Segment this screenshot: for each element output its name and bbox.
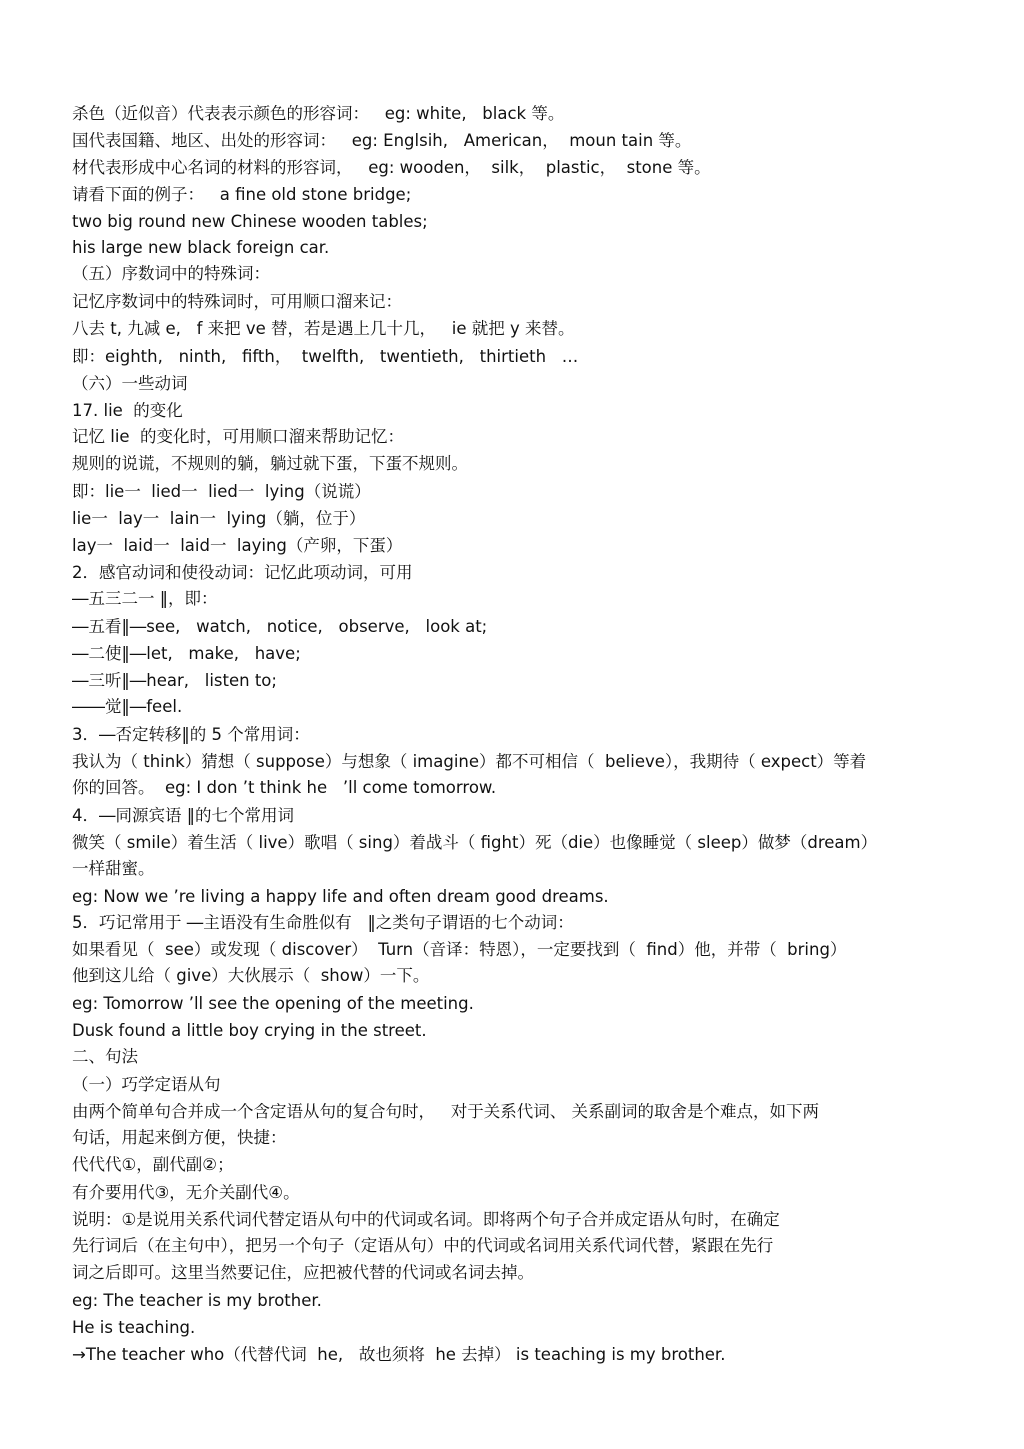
- text-line: 5．巧记常用于 ―主语没有生命胜似有 ‖之类句子谓语的七个动词：: [72, 913, 574, 932]
- text-line: 记忆 lie 的变化时，可用顺口溜来帮助记忆：: [72, 427, 405, 446]
- text-line: 即：eighth, ninth, fifth， twelfth, twentieth, thirtieth …: [72, 347, 579, 366]
- section-heading: 二、句法: [72, 1047, 138, 1066]
- text-line: 4．―同源宾语 ‖的七个常用词: [72, 806, 294, 825]
- text-line: 微笑（ smile）着生活（ live）歌唱（ sing）着战斗（ fight）死（die）也像睡觉（ sleep）做梦（dream）: [72, 833, 878, 852]
- text-line: （五）序数词中的特殊词：: [72, 264, 270, 283]
- text-line: （六）一些动词: [72, 374, 188, 393]
- text-line: →The teacher who（代替代词 he, 故也须将 he 去掉） is teaching is my brother.: [72, 1345, 726, 1364]
- text-line: 由两个简单句合并成一个含定语从句的复合句时， 对于关系代词、 关系副词的取舍是个难点，如下两: [72, 1102, 819, 1121]
- text-line: eg: Tomorrow ’ll see the opening of the meeting.: [72, 994, 474, 1013]
- text-line: ―五三二一 ‖，即：: [72, 589, 218, 608]
- text-line: ―二使‖―let, make, have;: [72, 644, 301, 663]
- text-line: ―五看‖―see, watch, notice, observe, look at;: [72, 617, 488, 636]
- text-line: eg: Now we ’re living a happy life and often dream good dreams.: [72, 887, 609, 906]
- text-line: 3．―否定转移‖的 5 个常用词：: [72, 725, 310, 744]
- text-line: 请看下面的例子： a fine old stone bridge;: [72, 185, 412, 204]
- text-line: 代代代①，副代副②；: [72, 1155, 234, 1174]
- text-line: 八去 t, 九减 e, f 来把 ve 替，若是遇上几十几， ie 就把 y 来替。: [72, 319, 575, 338]
- text-line: 说明：①是说用关系代词代替定语从句中的代词或名词。即将两个句子合并成定语从句时，在确定: [72, 1210, 780, 1229]
- text-line: 规则的说谎，不规则的躺，躺过就下蛋，下蛋不规则。: [72, 454, 468, 473]
- text-line: Dusk found a little boy crying in the street.: [72, 1021, 427, 1040]
- text-line: 有介要用代③，无介关副代④。: [72, 1183, 300, 1202]
- text-line: 先行词后（在主句中），把另一个句子（定语从句）中的代词或名词用关系代词代替，紧跟在先行: [72, 1236, 774, 1255]
- subsection-heading: （一）巧学定语从句: [72, 1075, 221, 1094]
- text-line: He is teaching.: [72, 1318, 196, 1337]
- text-line: two big round new Chinese wooden tables;: [72, 212, 428, 231]
- text-line: 2．感官动词和使役动词：记忆此项动词，可用: [72, 563, 413, 582]
- text-line: 词之后即可。这里当然要记住，应把被代替的代词或名词去掉。: [72, 1263, 534, 1282]
- text-line: ―三听‖―hear, listen to;: [72, 671, 277, 690]
- text-line: 17. lie 的变化: [72, 401, 183, 420]
- text-line: 杀色（近似音）代表表示颜色的形容词： eg: white, black 等。: [72, 104, 565, 123]
- text-line: 句话，用起来倒方便，快捷：: [72, 1128, 287, 1147]
- text-line: eg: The teacher is my brother.: [72, 1291, 322, 1310]
- text-line: 材代表形成中心名词的材料的形容词， eg: wooden， silk， plastic， stone 等。: [72, 158, 711, 177]
- text-line: lie一 lay一 lain一 lying（躺，位于）: [72, 509, 366, 528]
- text-line: 他到这儿给（ give）大伙展示（ show）一下。: [72, 966, 430, 985]
- text-line: 记忆序数词中的特殊词时，可用顺口溜来记：: [72, 292, 402, 311]
- text-line: his large new black foreign car.: [72, 238, 330, 257]
- text-line: 你的回答。 eg: I don ’t think he ’ll come tomorrow.: [72, 778, 497, 797]
- text-line: 国代表国籍、地区、出处的形容词： eg: Englsih, American， moun tain 等。: [72, 131, 692, 150]
- text-line: 我认为（ think）猜想（ suppose）与想象（ imagine）都不可相信（ believe），我期待（ expect）等着: [72, 752, 867, 771]
- text-line: 即：lie一 lied一 lied一 lying（说谎）: [72, 482, 371, 501]
- text-line: ――觉‖―feel.: [72, 697, 183, 716]
- text-line: 如果看见（ see）或发现（ discover） Turn（音译：特恩），一定要找到（ find）他，并带（ bring）: [72, 940, 847, 959]
- text-line: 一样甜蜜。: [72, 859, 155, 878]
- text-line: lay一 laid一 laid一 laying（产卵，下蛋）: [72, 536, 403, 555]
